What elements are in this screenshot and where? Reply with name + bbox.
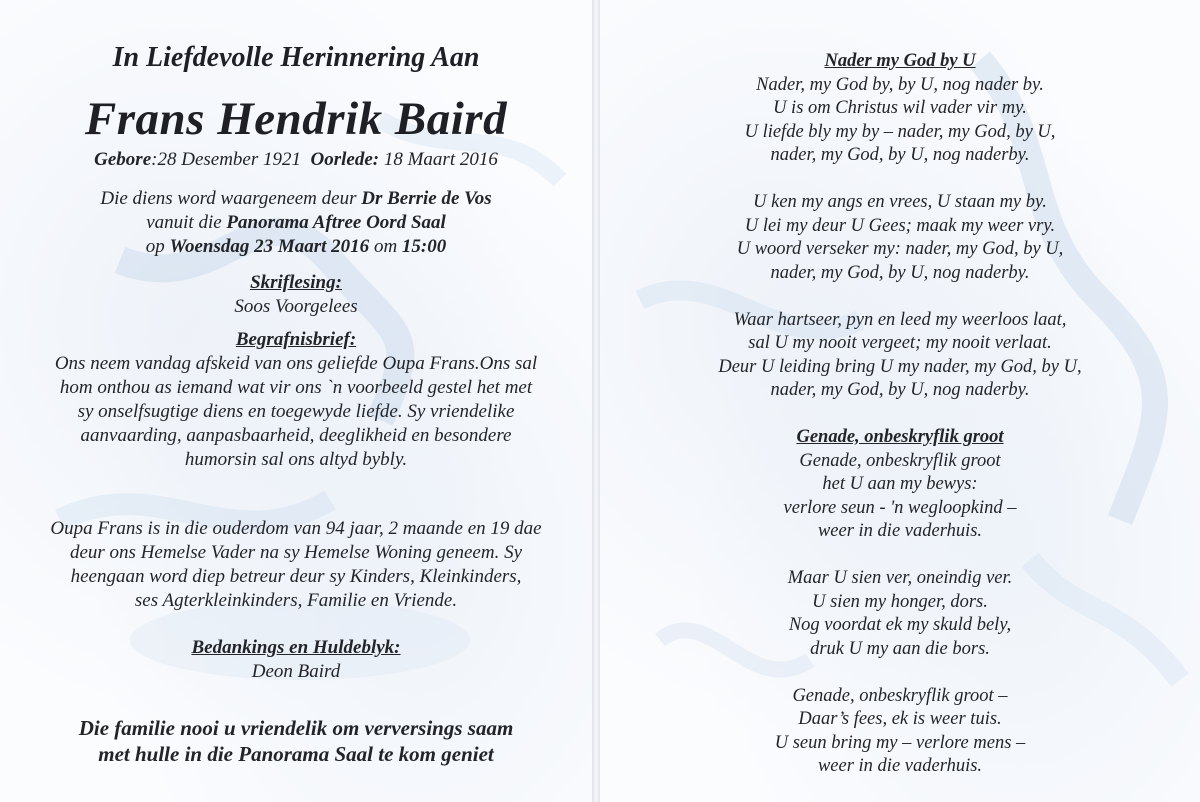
officiant-name: Dr Berrie de Vos — [361, 188, 492, 209]
thanks-section — [0, 636, 592, 684]
born-label: Gebore — [94, 149, 152, 170]
hymn2-title: Genade, onbeskryflik groot — [796, 427, 1004, 447]
service-line1-text: Die diens word waargeneem deur — [100, 188, 362, 209]
lyric-line: Genade, onbeskryflik groot — [799, 450, 1001, 471]
passing-line: Oupa Frans is in die ouderdom van 94 jaar, 2 maande en 19 dae — [50, 518, 542, 539]
lyric-line: druk U my aan die bors. — [810, 638, 990, 659]
service-line3-text: op — [145, 236, 170, 257]
deceased-name: Frans Hendrik Baird — [84, 93, 508, 145]
lyric-line: Genade, onbeskryflik groot – — [792, 685, 1008, 706]
lyric-line: U woord verseker my: nader, my God, by U, — [736, 239, 1064, 259]
memorial-heading: In Liefdevolle Herinnering Aan — [112, 42, 480, 73]
invitation-line: met hulle in die Panorama Saal te kom geniet — [98, 742, 494, 766]
scripture-text: Soos Voorgelees — [234, 296, 358, 317]
funeral-letter-line: Ons neem vandag afskeid van ons geliefde Oupa Frans.Ons sal — [54, 353, 538, 374]
service-line2-text: vanuit die — [146, 212, 227, 233]
funeral-letter-line: sy onselfsugtige diens en toegewyde liefde. Sy vriendelike — [77, 401, 515, 422]
lyric-line: U liefde bly my by – nader, my God, by U, — [744, 121, 1056, 142]
funeral-letter-line: aanvaarding, aanpasbaarheid, deeglikheid en besondere — [80, 425, 512, 446]
life-dates — [0, 148, 592, 172]
scripture-section — [0, 271, 592, 319]
lyric-line: Daar’s fees, ek is weer tuis. — [798, 709, 1002, 729]
invitation-line: Die familie nooi u vriendelik om verversings saam — [78, 716, 514, 740]
lyric-line: nader, my God, by U, nog naderby. — [770, 145, 1030, 165]
hymn2-stanza — [600, 567, 1200, 661]
page-fold-divider — [592, 0, 600, 802]
lyric-line: weer in die vaderhuis. — [817, 521, 983, 541]
lyric-line: Nog voordat ek my skuld bely, — [788, 615, 1012, 635]
funeral-letter-line: hom onthou as iemand wat vir ons `n voorbeeld gestel het met — [59, 377, 533, 398]
lyric-line: U sien my honger, dors. — [812, 591, 988, 612]
hymn-nader-my-god — [600, 50, 1200, 403]
passing-paragraph — [0, 517, 592, 613]
lyric-line: nader, my God, by U, nog naderby. — [770, 380, 1030, 400]
died-label: Oorlede: — [310, 149, 380, 170]
hymn1-stanza — [600, 309, 1200, 403]
service-date: Woensdag 23 Maart 2016 — [169, 236, 370, 257]
died-date: 18 Maart 2016 — [379, 149, 498, 170]
lyric-line: het U aan my bewys: — [822, 474, 978, 494]
service-venue: Panorama Aftree Oord Saal — [226, 212, 446, 233]
lyric-line: U seun bring my – verlore mens – — [774, 732, 1026, 753]
funeral-letter-heading: Begrafnisbrief: — [235, 329, 357, 350]
invitation — [0, 715, 592, 767]
hymn2-stanza — [600, 685, 1200, 779]
lyric-line: Nader, my God by, by U, nog nader by. — [756, 74, 1044, 95]
passing-line: ses Agterkleinkinders, Familie en Vriende. — [134, 590, 458, 611]
hymn1-title: Nader my God by U — [824, 51, 976, 71]
thanks-text: Deon Baird — [251, 661, 341, 682]
lyric-line: Maar U sien ver, oneindig ver. — [787, 568, 1013, 588]
lyric-line: sal U my nooit vergeet; my nooit verlaat. — [748, 333, 1052, 353]
scripture-heading: Skriflesing: — [250, 272, 342, 293]
lyric-line: verlore seun - 'n wegloopkind – — [783, 497, 1017, 518]
lyric-line: Waar hartseer, pyn en leed my weerloos laat, — [733, 309, 1067, 330]
lyric-line: nader, my God, by U, nog naderby. — [770, 262, 1030, 283]
lyric-line: weer in die vaderhuis. — [817, 756, 983, 776]
right-page — [600, 0, 1200, 802]
funeral-letter-line: humorsin sal ons altyd bybly. — [184, 449, 408, 470]
left-page — [0, 0, 592, 802]
service-details — [0, 187, 592, 259]
lyric-line: U is om Christus wil vader vir my. — [773, 98, 1027, 118]
passing-line: deur ons Hemelse Vader na sy Hemelse Woning geneem. Sy — [69, 542, 523, 563]
hymn-genade — [600, 426, 1200, 779]
passing-line: heengaan word diep betreur deur sy Kinders, Kleinkinders, — [70, 566, 522, 587]
hymn1-stanza — [600, 74, 1200, 168]
service-line3-mid: om — [369, 236, 402, 257]
service-time: 15:00 — [401, 236, 447, 257]
hymn1-stanza — [600, 191, 1200, 285]
lyric-line: Deur U leiding bring U my nader, my God, by U, — [718, 356, 1082, 377]
funeral-letter-section — [0, 328, 592, 472]
hymn2-stanza — [600, 450, 1200, 544]
lyric-line: U ken my angs en vrees, U staan my by. — [753, 192, 1047, 212]
lyric-line: U lei my deur U Gees; maak my weer vry. — [744, 215, 1056, 236]
thanks-heading: Bedankings en Huldeblyk: — [191, 637, 401, 658]
born-date: :28 Desember 1921 — [151, 149, 301, 170]
